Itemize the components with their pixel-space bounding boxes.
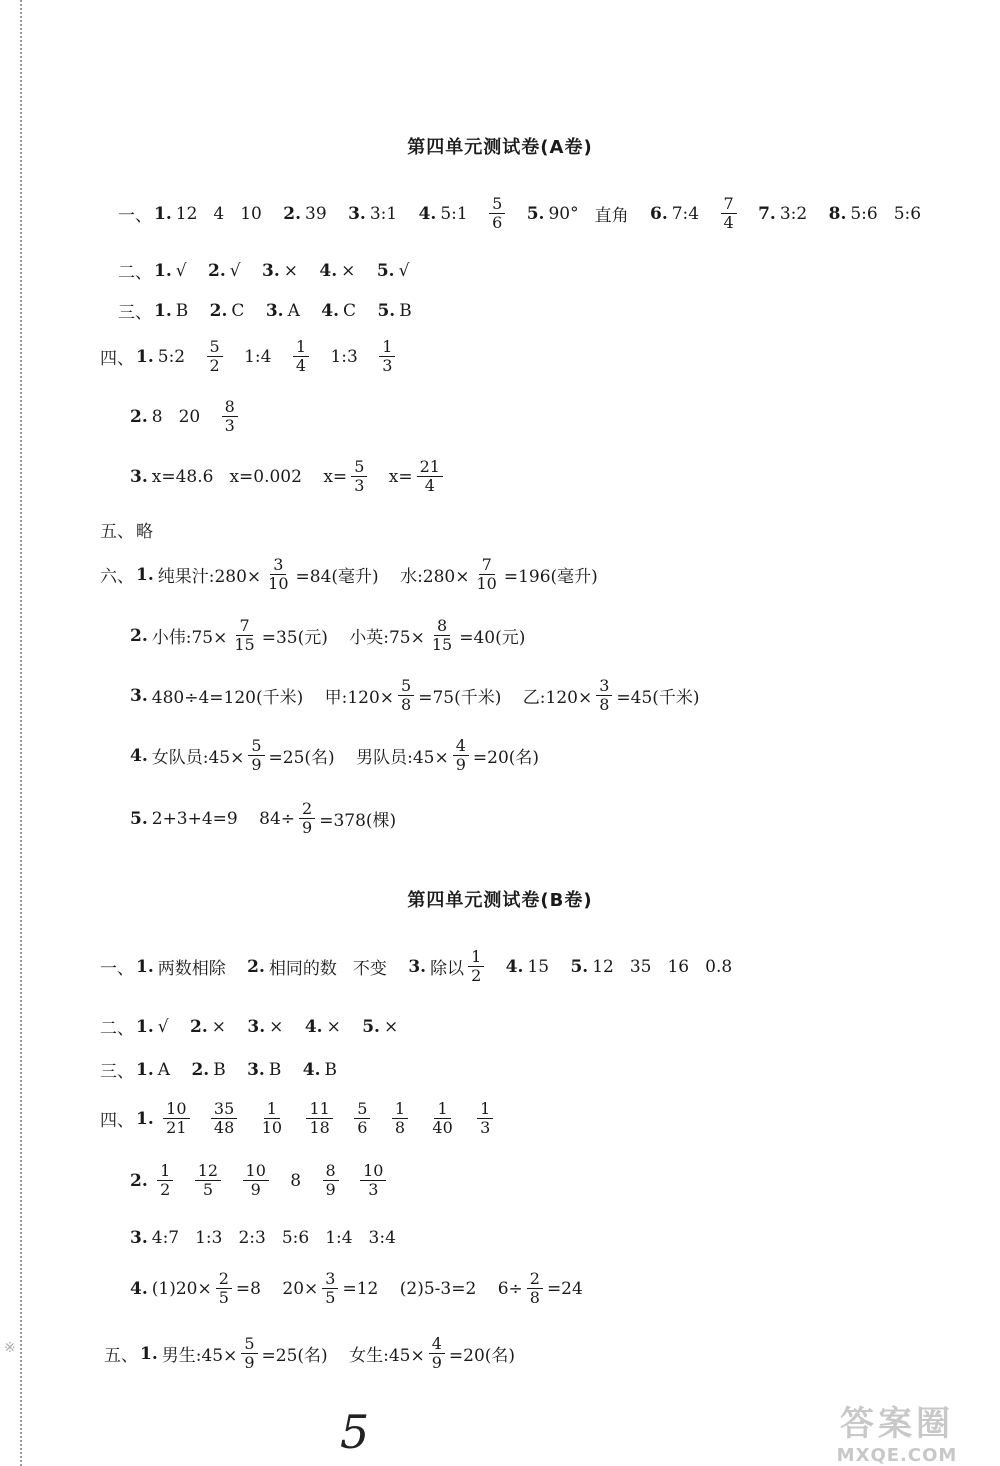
answer: 3:2	[779, 203, 808, 224]
item-number: 1.	[136, 1108, 154, 1129]
answer: C	[231, 300, 245, 321]
fraction-denominator: 4	[295, 356, 307, 376]
answer: =20(名)	[448, 1346, 516, 1367]
fraction	[474, 556, 500, 594]
fraction	[351, 458, 367, 496]
fraction	[489, 195, 505, 233]
b-section-4-row-2	[130, 1162, 402, 1200]
answer: (2)5-3=2	[399, 1278, 477, 1299]
item-number: 3.	[130, 466, 148, 487]
fraction-numerator: 21	[417, 458, 443, 477]
title-test-a: 第四单元测试卷(A卷)	[407, 137, 593, 158]
item-number: 3.	[130, 685, 148, 706]
section-label: 二、	[118, 263, 152, 283]
fraction-denominator: 10	[261, 1118, 283, 1138]
answer: 1:3	[195, 1227, 223, 1248]
fraction	[243, 1162, 269, 1200]
answer: 8	[151, 406, 163, 427]
fraction	[306, 1100, 332, 1138]
section-label: 一、	[100, 959, 134, 980]
item-number: 2.	[130, 1170, 148, 1191]
answer: A	[157, 1059, 171, 1080]
item-number: 1.	[136, 1016, 154, 1037]
answer: 5:1	[440, 203, 468, 224]
fraction	[527, 1270, 543, 1308]
answer: ×	[283, 260, 298, 281]
item-number: 2.	[209, 300, 228, 321]
fraction-denominator: 15	[431, 635, 453, 655]
fraction	[596, 677, 612, 715]
answer: √	[398, 260, 410, 281]
answer: 5:6	[281, 1227, 310, 1248]
fraction-numerator: 1	[293, 338, 309, 357]
answer: 乙:120×	[522, 688, 593, 709]
item-number: 5.	[362, 1016, 380, 1037]
item-number: 3.	[130, 1227, 148, 1248]
answer: 不变	[352, 959, 387, 980]
answer: ×	[211, 1016, 226, 1037]
answer: B	[399, 300, 412, 321]
item-number: 6.	[649, 203, 668, 224]
item-number: 5.	[377, 300, 396, 321]
item-number: 2.	[130, 625, 148, 646]
answer: 纯果汁:280×	[157, 567, 262, 588]
answer: 1:3	[330, 346, 358, 367]
item-number: 2.	[191, 1059, 210, 1080]
answer: 3:1	[369, 203, 398, 224]
fraction-numerator: 4	[453, 737, 469, 756]
answer: B	[213, 1059, 226, 1080]
fraction-numerator: 1	[468, 948, 484, 967]
answer: =25(名)	[261, 1346, 328, 1367]
answer: 两数相除	[157, 959, 226, 980]
answer: 12	[175, 203, 198, 224]
item-number: 5.	[130, 808, 148, 829]
a-section-6-row-3	[130, 677, 716, 715]
fraction-numerator: 2	[299, 800, 315, 819]
section-label: 一、	[118, 206, 152, 227]
fraction-numerator: 5	[489, 195, 505, 214]
section-label: 三、	[118, 303, 152, 323]
answer: 甲:120×	[324, 688, 395, 709]
fraction-denominator: 5	[202, 1180, 214, 1200]
fraction-numerator: 11	[306, 1100, 332, 1119]
fraction-denominator: 9	[455, 755, 466, 775]
a-section-6-row-1	[100, 556, 614, 594]
fraction-numerator: 35	[211, 1100, 237, 1119]
fraction-numerator: 5	[351, 458, 367, 477]
answer: 4	[213, 203, 225, 224]
answer: 2+3+4=9	[151, 808, 238, 829]
fraction-denominator: 2	[160, 1180, 171, 1200]
fraction	[453, 737, 469, 775]
fraction-numerator: 5	[354, 1100, 370, 1119]
answer: 小伟:75×	[151, 628, 228, 649]
fraction-denominator: 3	[368, 1180, 379, 1200]
section-label: 四、	[100, 349, 134, 370]
answer: =75(千米)	[418, 688, 502, 709]
fraction	[429, 1100, 455, 1138]
section-label: 四、	[100, 1111, 134, 1132]
a-section-6-row-5	[130, 800, 412, 838]
item-number: 1.	[154, 203, 172, 224]
fraction-denominator: 2	[471, 966, 482, 986]
fraction	[468, 948, 484, 986]
fraction-numerator: 10	[243, 1162, 269, 1181]
answer: 3:4	[368, 1227, 396, 1248]
answer: C	[343, 300, 357, 321]
fraction-denominator: 9	[244, 1353, 255, 1373]
item-number: 5.	[376, 260, 395, 281]
fraction-numerator: 2	[216, 1270, 232, 1289]
b-section-4-row-1	[100, 1100, 509, 1138]
answer: B	[324, 1059, 337, 1080]
fraction-denominator: 10	[268, 574, 289, 594]
fraction	[248, 737, 264, 775]
fraction-numerator: 7	[236, 617, 252, 636]
item-number: 2.	[190, 1016, 208, 1037]
answer: 2:3	[238, 1227, 266, 1248]
answer: =25(名)	[268, 748, 335, 769]
answer: =378(棵)	[319, 811, 397, 832]
fraction-numerator: 10	[163, 1100, 189, 1119]
fraction	[241, 1335, 257, 1373]
item-number: 1.	[136, 564, 154, 585]
fraction	[417, 458, 443, 496]
answer: 20	[178, 406, 201, 427]
fraction	[299, 800, 315, 838]
fraction	[398, 677, 414, 715]
fraction	[293, 338, 309, 376]
fraction-denominator: 8	[529, 1288, 540, 1308]
answer: ×	[326, 1016, 341, 1037]
item-number: 4.	[319, 260, 338, 281]
answer: 5:6	[850, 203, 878, 224]
fraction-numerator: 8	[434, 617, 450, 636]
item-number: 3.	[247, 1059, 265, 1080]
answer: A	[287, 300, 300, 321]
answer: 5:6	[893, 203, 922, 224]
answer: 男生:45×	[161, 1346, 238, 1367]
answer: 5:2	[157, 346, 186, 367]
fraction-denominator: 5	[325, 1288, 336, 1308]
fraction-denominator: 9	[251, 755, 262, 775]
item-number: 3.	[265, 300, 284, 321]
item-number: 1.	[136, 1059, 154, 1080]
item-number: 3.	[262, 260, 280, 281]
fraction-denominator: 6	[357, 1118, 368, 1138]
item-number: 4.	[418, 203, 437, 224]
fraction	[429, 1335, 445, 1373]
answer: x=0.002	[229, 466, 302, 487]
fraction-numerator: 1	[392, 1100, 408, 1119]
fraction	[360, 1162, 386, 1200]
answer: =24	[546, 1278, 583, 1299]
answer: 1:4	[244, 346, 272, 367]
b-section-4-row-4	[130, 1270, 599, 1308]
a-section-1	[118, 195, 937, 233]
answer: 直角	[594, 206, 629, 227]
answer: x=	[323, 466, 348, 487]
answer: 0.8	[705, 956, 733, 977]
section-label: 五、	[100, 522, 134, 542]
answer: =84(毫升)	[295, 567, 379, 588]
answer: 35	[629, 956, 652, 977]
answer: 10	[240, 203, 262, 224]
answer: 7:4	[671, 203, 700, 224]
fraction-denominator: 3	[480, 1118, 491, 1138]
item-number: 3.	[408, 956, 427, 977]
answer: 15	[527, 956, 550, 977]
item-number: 2.	[247, 956, 265, 977]
item-number: 7.	[758, 203, 776, 224]
fraction-denominator: 2	[209, 356, 220, 376]
answer: =20(名)	[472, 748, 540, 769]
fraction-denominator: 9	[250, 1180, 261, 1200]
a-section-6-row-2	[130, 617, 541, 655]
section-label: 六、	[100, 567, 134, 588]
a-section-5	[100, 517, 169, 542]
item-number: 3.	[247, 1016, 266, 1037]
answer: B	[175, 300, 189, 321]
item-number: 4.	[302, 1059, 321, 1080]
item-number: 5.	[526, 203, 545, 224]
section-label: 五、	[104, 1346, 138, 1367]
fraction-denominator: 10	[476, 574, 497, 594]
section-label: 三、	[100, 1062, 134, 1082]
fraction-numerator: 12	[195, 1162, 221, 1181]
answer: 90°	[548, 203, 579, 224]
watermark-url: MXQE.COM	[836, 1445, 958, 1466]
item-number: 2.	[208, 260, 226, 281]
item-number: 5.	[570, 956, 589, 977]
fraction	[211, 1100, 237, 1138]
answer: ×	[341, 260, 356, 281]
answer: 6÷	[497, 1278, 523, 1299]
fraction	[354, 1100, 370, 1138]
fraction	[323, 1162, 339, 1200]
fraction-denominator: 4	[723, 213, 734, 233]
answer: =40(元)	[459, 628, 526, 649]
fraction-denominator: 9	[302, 818, 313, 838]
fraction-numerator: 5	[248, 737, 264, 756]
answer: √	[157, 1016, 169, 1037]
answer: 除以	[430, 959, 465, 980]
fraction-numerator: 2	[527, 1270, 543, 1289]
answer: ×	[383, 1016, 399, 1037]
fraction-denominator: 40	[432, 1118, 453, 1138]
item-number: 2.	[130, 406, 148, 427]
answer: 女队员:45×	[151, 748, 245, 769]
b-section-5	[104, 1335, 531, 1373]
fraction-numerator: 5	[207, 338, 223, 357]
fraction-denominator: 5	[218, 1288, 229, 1308]
fraction	[231, 617, 257, 655]
fraction-denominator: 8	[394, 1118, 405, 1138]
answer: 略	[136, 522, 153, 542]
fraction-denominator: 15	[234, 635, 255, 655]
fraction	[207, 338, 223, 376]
item-number: 1.	[136, 346, 154, 367]
fraction-denominator: 6	[492, 213, 503, 233]
item-number: 4.	[130, 745, 148, 766]
answer: =8	[235, 1278, 261, 1299]
answer: 480÷4=120(千米)	[151, 688, 304, 709]
a-section-4-row-3	[130, 458, 459, 496]
fraction-denominator: 4	[424, 476, 435, 496]
fraction-numerator: 3	[322, 1270, 338, 1289]
fraction-denominator: 8	[599, 695, 610, 715]
handwritten-page-number: 5	[340, 1405, 370, 1459]
fraction-numerator: 8	[323, 1162, 339, 1181]
a-section-4-row-1	[100, 338, 411, 376]
answer: 相同的数	[268, 959, 337, 980]
item-number: 3.	[348, 203, 366, 224]
item-number: 2.	[283, 203, 302, 224]
fraction-denominator: 9	[325, 1180, 336, 1200]
b-section-3	[100, 1057, 353, 1082]
answer: ×	[269, 1016, 284, 1037]
answer: √	[229, 260, 241, 281]
a-section-3	[118, 298, 428, 323]
answer: B	[268, 1059, 282, 1080]
fraction	[392, 1100, 408, 1138]
fraction-denominator: 48	[213, 1118, 235, 1138]
item-number: 1.	[154, 260, 172, 281]
fraction-numerator: 1	[379, 338, 395, 357]
fraction	[322, 1270, 338, 1308]
answer: 1:4	[325, 1227, 353, 1248]
answer: 8	[290, 1170, 302, 1191]
fraction-numerator: 10	[360, 1162, 386, 1181]
answer: 12	[592, 956, 614, 977]
answer: x=	[388, 466, 413, 487]
fraction	[477, 1100, 493, 1138]
fraction-numerator: 1	[434, 1100, 450, 1119]
answer: 84÷	[259, 808, 296, 829]
answer: 男队员:45×	[356, 748, 449, 769]
item-number: 1.	[154, 300, 172, 321]
fraction-denominator: 8	[401, 695, 412, 715]
answer: =35(元)	[261, 628, 328, 649]
a-section-6-row-4	[130, 737, 555, 775]
fraction-numerator: 4	[429, 1335, 445, 1354]
a-section-2	[118, 258, 425, 283]
item-number: 4.	[130, 1278, 148, 1299]
fraction	[429, 617, 455, 655]
answer: √	[175, 260, 187, 281]
binding-margin-dotted-line	[20, 0, 22, 1466]
answer: 女生:45×	[349, 1346, 425, 1367]
a-section-4-row-2	[130, 398, 254, 436]
b-section-1	[100, 948, 748, 986]
fraction	[265, 556, 291, 594]
fraction-denominator: 9	[431, 1353, 442, 1373]
fraction-numerator: 1	[264, 1100, 280, 1119]
answer: 39	[305, 203, 327, 224]
item-number: 4.	[304, 1016, 323, 1037]
answer: 4:7	[151, 1227, 180, 1248]
fraction-denominator: 3	[354, 476, 365, 496]
answer: 小英:75×	[349, 628, 425, 649]
fraction-numerator: 3	[596, 677, 612, 696]
fraction	[379, 338, 395, 376]
watermark-text: 答案圈	[840, 1404, 954, 1444]
answer: =12	[342, 1278, 379, 1299]
corner-scribble-icon: ※	[4, 1340, 16, 1356]
fraction-denominator: 3	[382, 356, 393, 376]
fraction	[721, 195, 737, 233]
item-number: 4.	[321, 300, 340, 321]
fraction-denominator: 3	[224, 416, 235, 436]
fraction-numerator: 1	[157, 1162, 173, 1181]
item-number: 4.	[505, 956, 524, 977]
fraction-numerator: 1	[477, 1100, 493, 1119]
fraction-numerator: 7	[479, 556, 495, 575]
b-section-4-row-3	[130, 1227, 412, 1248]
fraction	[222, 398, 238, 436]
fraction-numerator: 5	[241, 1335, 257, 1354]
fraction-denominator: 18	[309, 1118, 330, 1138]
fraction-denominator: 21	[166, 1118, 187, 1138]
answer: =196(毫升)	[503, 567, 598, 588]
watermark-logo	[812, 1396, 982, 1466]
title-test-b: 第四单元测试卷(B卷)	[407, 890, 593, 911]
item-number: 8.	[828, 203, 847, 224]
fraction-numerator: 3	[270, 556, 286, 575]
section-label: 二、	[100, 1019, 134, 1039]
fraction	[195, 1162, 221, 1200]
fraction	[163, 1100, 189, 1138]
answer: 16	[667, 956, 690, 977]
answer: 20×	[282, 1278, 319, 1299]
fraction-numerator: 5	[398, 677, 414, 696]
answer: x=48.6	[151, 466, 214, 487]
fraction-numerator: 7	[721, 195, 737, 214]
fraction	[259, 1100, 285, 1138]
answer: =45(千米)	[616, 688, 700, 709]
item-number: 1.	[136, 956, 154, 977]
answer: 水:280×	[400, 567, 470, 588]
answer: (1)20×	[151, 1278, 212, 1299]
item-number: 1.	[140, 1343, 158, 1364]
fraction	[216, 1270, 232, 1308]
fraction	[157, 1162, 173, 1200]
fraction-numerator: 8	[222, 398, 238, 417]
b-section-2	[100, 1014, 414, 1039]
